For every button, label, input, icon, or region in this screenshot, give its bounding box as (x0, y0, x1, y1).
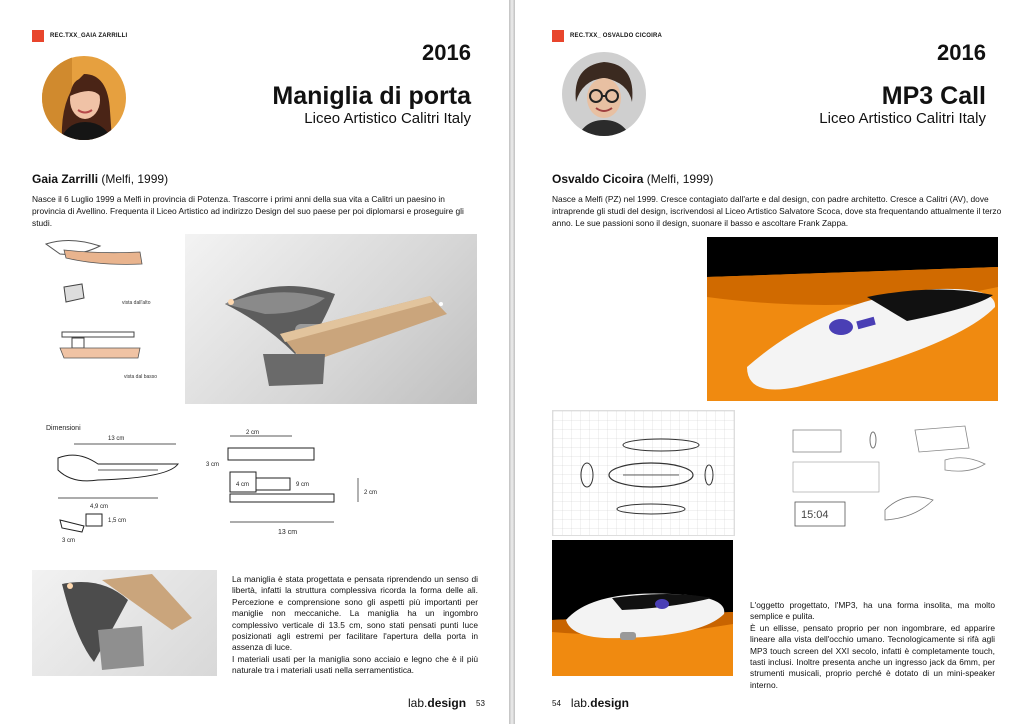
brand-lab: lab. (408, 696, 428, 710)
description-paragraph: È un ellisse, pensato proprio per non ingombrare, ed apparire lineare alla vista dell'occhio umano. Tecnologicamente si rifà agli MP3 touch screen del XXI secolo, infatti è completamente touch, tasti inclusi. Inoltre presenta anche un ingresso jack da 6mm, per strumenti musicali, proprio perché è dotato di un mini-speaker interno. (750, 622, 995, 690)
project-title: Maniglia di porta (272, 82, 471, 110)
year: 2016 (937, 40, 986, 65)
year: 2016 (422, 40, 471, 65)
sketch-views-image (40, 232, 168, 392)
mp3-render-image (707, 237, 998, 401)
dim-label: 9 cm (296, 482, 310, 488)
avatar (42, 56, 126, 140)
dimension-sketch-side (38, 418, 194, 546)
left-page (0, 0, 509, 724)
description-paragraph: L'oggetto progettato, l'MP3, ha una forma insolita, ma molto semplice e pulita. (750, 600, 995, 622)
accent-square (552, 30, 564, 42)
author-name: Gaia Zarrilli (32, 172, 99, 186)
avatar (562, 52, 646, 136)
pencil-sketch-image (755, 420, 995, 534)
mp3-screen-text: 15:04 (801, 509, 829, 521)
author-heading (32, 172, 168, 186)
handle-render-image (185, 234, 477, 404)
author-heading (552, 172, 713, 186)
author-birth: (Melfi, 1999) (646, 172, 714, 186)
author-bio: Nasce il 6 Luglio 1999 a Melfi in provincia di Potenza. Trascorre i primi anni della sua vita a Calitri un paesino in provincia di Avellino. Frequenta il Liceo Artistico ad indirizzo Design del suo paese per poi diplomarsi e proseguire gli studi. (32, 194, 464, 228)
record-tag (32, 30, 127, 42)
dim-label: 1,5 cm (108, 518, 127, 524)
school: Liceo Artistico Calitri Italy (304, 110, 471, 127)
dim-label: 4,9 cm (90, 504, 109, 510)
brand-design: design (590, 696, 629, 710)
project-description (232, 574, 478, 677)
dim-label: 3 cm (206, 462, 220, 468)
grid-sketch-image (552, 410, 735, 536)
dim-label: 2 cm (364, 490, 378, 496)
record-tag-text: REC.TXX_ OSVALDO CICOIRA (570, 33, 663, 39)
page-footer (408, 696, 485, 710)
record-tag (552, 30, 662, 42)
dim-label: 2 cm (246, 430, 260, 436)
page-footer (552, 696, 629, 710)
dimension-sketch-front (200, 428, 405, 546)
dim-title: Dimensioni (46, 425, 81, 432)
author-birth: (Melfi, 1999) (101, 172, 169, 186)
dim-label: 4 cm (236, 482, 250, 488)
school: Liceo Artistico Calitri Italy (819, 110, 986, 127)
project-description (750, 600, 995, 691)
dim-label: 13 cm (278, 529, 298, 536)
dim-label: 3 cm (62, 538, 76, 544)
brand-lab: lab. (570, 696, 591, 710)
record-tag-text: REC.TXX_GAIA ZARRILLI (50, 33, 128, 39)
author-bio: Nasce a Melfi (PZ) nel 1999. Cresce contagiato dall'arte e dal design, con padre architetto. Cresce a Calitri (AV), dove intraprende gli studi del design, iscrivendosi al Liceo Artistico Salvatore Scoca, dove sta frequentando attualmente il terzo anno. Le sue passioni sono il design, suonare il basso e ascoltare Frank Zappa. (552, 194, 1002, 228)
brand-logo (571, 696, 629, 710)
description-paragraph: I materiali usati per la maniglia sono acciaio e legno che è il più naturale tra i materiali usati nella serramentistica. (232, 653, 478, 676)
mp3-render-detail-image (552, 540, 733, 676)
accent-square (32, 30, 44, 42)
brand-logo (408, 696, 466, 710)
handle-render-detail-image (32, 570, 217, 676)
author-name: Osvaldo Cicoira (552, 172, 644, 186)
right-page (515, 0, 1024, 724)
page-number: 53 (476, 698, 485, 708)
page-number: 54 (552, 698, 561, 708)
description-paragraph: La maniglia è stata progettata e pensata riprendendo un senso di libertà, infatti la struttura complessiva ricorda la forma delle ali. Percezione e comprensione sono gli aspetti più importanti per maniglie non meccaniche. La maniglia ha un ingombro complessivo verticale di 13.5 cm, sono stati pensati punti luce posizionati agli estremi per facilitare l'apertura della porta in assenza di luce. (232, 574, 478, 653)
sketch-label-bottom: vista dal basso (124, 374, 158, 380)
project-title: MP3 Call (881, 82, 986, 110)
sketch-label-top: vista dall'alto (122, 300, 151, 306)
dim-label: 13 cm (108, 436, 125, 442)
brand-design: design (427, 696, 467, 710)
